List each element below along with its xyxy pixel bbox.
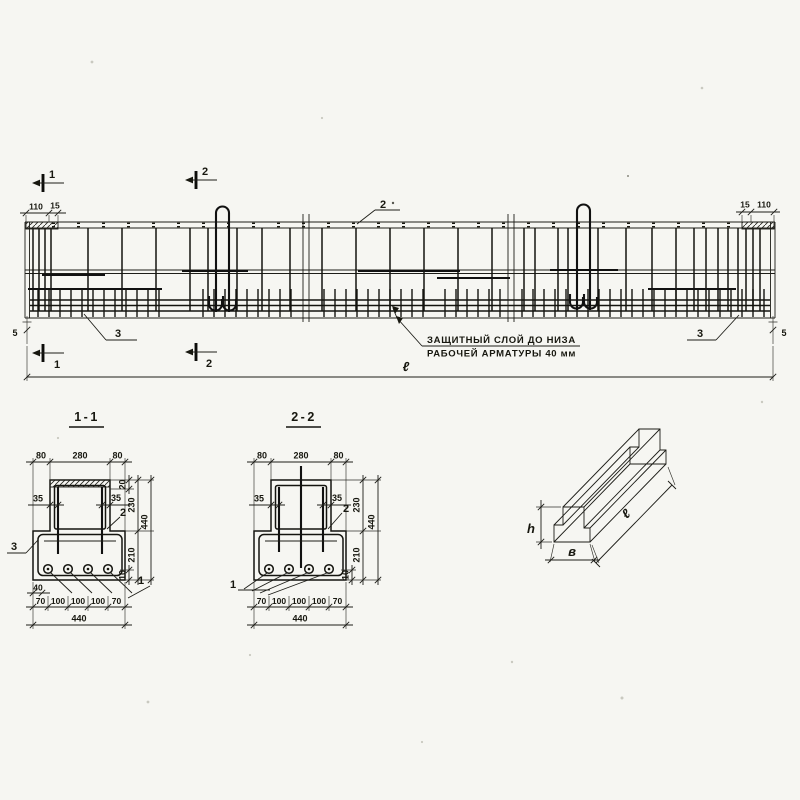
s22-callout-frame-label: 2 bbox=[342, 503, 350, 515]
s22-dim-70-right: 70 bbox=[332, 596, 343, 606]
cut-label-bottom-1: 1 bbox=[53, 359, 61, 371]
section-1-1-title: 1-1 bbox=[74, 410, 100, 424]
s11-dim-40: 40 bbox=[33, 582, 43, 593]
cut-label-bottom-2: 2 bbox=[205, 358, 213, 370]
s11-callout-frame-label: 2 bbox=[119, 507, 127, 519]
s11-dim-20: 20 bbox=[117, 479, 128, 490]
s11-dim-280: 280 bbox=[72, 450, 88, 461]
s11-callout-mesh-label: 3 bbox=[10, 541, 18, 553]
s11-dim-35-left: 35 bbox=[32, 493, 44, 504]
dim-5-left bbox=[12, 316, 31, 344]
s11-dim-70-right: 70 bbox=[111, 596, 122, 606]
dim-5-right-label: 5 bbox=[781, 328, 787, 338]
callout-mesh-right bbox=[687, 315, 739, 340]
s22-callout-bars bbox=[230, 573, 327, 595]
s22-callout-bars-label: 1 bbox=[229, 579, 237, 591]
section-2-2-title: 2-2 bbox=[291, 410, 317, 424]
s11-dim-70-left: 70 bbox=[35, 596, 46, 606]
s22-dim-70-left: 70 bbox=[256, 596, 267, 606]
s22-dim-210: 210 bbox=[351, 547, 362, 563]
s22-dim-35-left: 35 bbox=[253, 493, 265, 504]
top-weld-dots bbox=[40, 223, 740, 228]
dim-length-label: ℓ bbox=[402, 359, 410, 374]
s11-dim-80-right: 80 bbox=[112, 450, 123, 461]
section-2-2-bottom-bars bbox=[265, 565, 334, 574]
s22-dim-100-2: 100 bbox=[291, 596, 307, 606]
dim-15-right: 15 bbox=[740, 199, 750, 210]
s22-dim-100-3: 100 bbox=[311, 596, 327, 606]
cut-mark-bottom-1 bbox=[32, 344, 64, 371]
s22-dim-35-right: 35 bbox=[331, 493, 343, 503]
s22-dim-10: 10 bbox=[340, 569, 351, 581]
dim-5-left-label: 5 bbox=[12, 328, 18, 338]
s22-dim-80-right: 80 bbox=[333, 450, 344, 461]
section-1-1-web-stirrup bbox=[55, 486, 106, 530]
cut-mark-top-2 bbox=[185, 166, 217, 189]
callout-top-bar-label: 2 bbox=[379, 199, 387, 211]
s11-callout-bars-label: 1 bbox=[137, 575, 145, 587]
s11-dim-440-height: 440 bbox=[139, 514, 150, 530]
dim-top-left bbox=[20, 201, 66, 223]
dim-110-right: 110 bbox=[757, 199, 771, 210]
s22-dim-440-width: 440 bbox=[292, 613, 308, 624]
section-1-1-web-rebars bbox=[58, 487, 102, 554]
s11-dim-100-3: 100 bbox=[90, 596, 106, 606]
iso-length-edges bbox=[554, 429, 666, 542]
s22-dim-230: 230 bbox=[351, 497, 362, 513]
note-line2: РАБОЧЕЙ АРМАТУРЫ 40 мм bbox=[427, 348, 577, 360]
s11-dim-100-2: 100 bbox=[70, 596, 86, 606]
iso-dim-l-label: ℓ bbox=[618, 505, 634, 522]
dim-5-right bbox=[769, 316, 787, 344]
lap-bars bbox=[28, 270, 736, 289]
iso-dim-b bbox=[545, 544, 600, 563]
isometric-view bbox=[527, 429, 676, 567]
section-2-2 bbox=[230, 410, 381, 629]
cut-label-top-2: 2 bbox=[201, 166, 209, 178]
s22-dim-80-left: 80 bbox=[256, 450, 268, 461]
s11-dim-35-right: 35 bbox=[110, 493, 122, 503]
bearing-plate-left bbox=[26, 222, 58, 229]
iso-back-face bbox=[630, 429, 666, 464]
cut-label-top-1: 1 bbox=[48, 169, 56, 181]
s11-dim-230: 230 bbox=[126, 497, 137, 513]
callout-mesh-right-label: 3 bbox=[696, 328, 704, 340]
callout-mesh-left-label: 3 bbox=[114, 328, 122, 340]
s22-dim-100-1: 100 bbox=[271, 596, 287, 606]
s11-dim-210: 210 bbox=[126, 547, 137, 563]
bearing-plate-right bbox=[742, 222, 774, 229]
s11-dim-100-1: 100 bbox=[50, 596, 66, 606]
s11-dim-440-width: 440 bbox=[71, 613, 87, 624]
section-1-1 bbox=[7, 410, 154, 629]
dim-top-right bbox=[736, 200, 780, 223]
s22-dim-280: 280 bbox=[293, 450, 309, 461]
s11-dim-80-left: 80 bbox=[35, 450, 47, 461]
iso-dim-h-label: h bbox=[527, 521, 535, 536]
section-1-1-bottom-bars bbox=[44, 565, 113, 574]
bottom-mesh-ticks bbox=[32, 289, 768, 317]
elevation-view bbox=[12, 166, 786, 381]
cut-mark-top-1 bbox=[32, 169, 64, 192]
iso-dim-b-label: в bbox=[568, 544, 576, 559]
dim-length bbox=[24, 346, 776, 381]
paper-noise bbox=[57, 61, 763, 744]
note-line1: ЗАЩИТНЫЙ СЛОЙ ДО НИЗА bbox=[427, 335, 576, 346]
s22-dim-440-height: 440 bbox=[366, 514, 377, 530]
s11-dim-10: 10 bbox=[117, 569, 128, 581]
cut-mark-bottom-2 bbox=[185, 343, 217, 370]
dim-110-left: 110 bbox=[29, 201, 43, 212]
dim-15-left: 15 bbox=[50, 200, 60, 211]
